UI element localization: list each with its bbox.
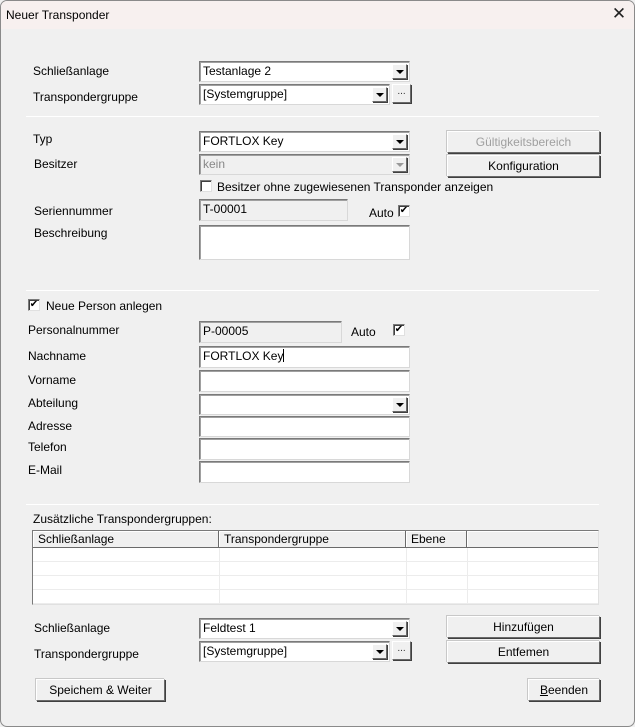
beenden-label: eenden [547,683,589,697]
email-input[interactable] [199,461,410,483]
gueltigkeitsbereich-button[interactable]: Gültigkeitsbereich [447,131,600,153]
title-bar [1,1,634,29]
seriennummer-auto-checkbox[interactable]: ✔ [399,205,409,216]
besitzer-label: Besitzer [34,157,78,171]
personalnummer-label: Personalnummer [28,323,120,337]
besitzer-value: kein [203,157,226,171]
table-row [33,562,598,576]
seriennummer-auto-label: Auto [369,206,394,220]
chevron-down-icon[interactable] [372,87,387,102]
add-schliessanlage-value: Feldtest 1 [203,621,256,635]
table-row [33,590,598,604]
besitzer-select[interactable] [199,154,410,175]
konfiguration-button[interactable]: Konfiguration [447,155,600,177]
typ-value: FORTLOX Key [203,134,284,148]
neue-person-checkbox[interactable]: ✔ [29,299,39,310]
transpondergruppe-browse-button[interactable]: ... [392,84,411,103]
schliessanlage-label: Schließanlage [33,64,110,78]
telefon-label: Telefon [28,440,67,454]
schliessanlage-value: Testanlage 2 [203,64,272,78]
typ-select[interactable] [199,131,410,152]
column-divider [219,548,220,604]
seriennummer-field[interactable] [199,199,348,221]
column-divider [406,548,407,604]
column-divider [467,548,468,604]
column-header-transpondergruppe[interactable]: Transpondergruppe [219,531,406,548]
chevron-down-icon[interactable] [392,397,407,412]
table-row [33,576,598,590]
nachname-label: Nachname [28,349,87,363]
add-transpondergruppe-select[interactable] [199,641,390,662]
chevron-down-icon[interactable] [392,621,407,636]
nachname-value: FORTLOX Key [203,349,284,363]
transpondergruppe-value: [Systemgruppe] [203,87,288,101]
schliessanlage-select[interactable] [199,61,410,82]
personalnummer-auto-label: Auto [351,325,376,339]
beschreibung-input[interactable] [199,225,410,260]
additional-groups-heading: Zusätzliche Transpondergruppen: [33,512,212,526]
chevron-down-icon[interactable] [392,64,407,79]
adresse-input[interactable] [199,416,410,437]
seriennummer-label: Seriennummer [34,204,113,218]
beschreibung-label: Beschreibung [34,226,108,240]
additional-groups-table[interactable] [32,530,599,605]
typ-label: Typ [33,132,53,146]
besitzer-ohne-checkbox[interactable] [200,180,212,192]
beenden-accelerator: B [539,683,548,697]
nachname-input[interactable] [199,346,410,368]
telefon-input[interactable] [199,438,410,460]
vorname-label: Vorname [28,373,77,387]
add-transpondergruppe-label: Transpondergruppe [34,647,139,661]
vorname-input[interactable] [199,370,410,392]
adresse-label: Adresse [28,419,73,433]
transpondergruppe-select[interactable] [199,84,390,105]
hinzufuegen-button[interactable]: Hinzufügen [447,616,600,638]
neue-person-label: Neue Person anlegen [46,299,163,313]
abteilung-select[interactable] [199,394,410,415]
close-icon[interactable]: ✕ [611,4,627,23]
add-schliessanlage-select[interactable] [199,618,410,639]
add-transpondergruppe-value: [Systemgruppe] [203,644,288,658]
window-title: Neuer Transponder [6,8,110,22]
email-label: E-Mail [28,463,63,477]
text-cursor [283,349,284,362]
personalnummer-auto-checkbox[interactable]: ✔ [394,324,404,335]
chevron-down-icon[interactable] [392,134,407,149]
entfernen-button[interactable]: Entfemen [447,641,600,663]
column-header-empty[interactable] [467,531,599,548]
chevron-down-icon [392,157,407,172]
add-transpondergruppe-browse-button[interactable]: ... [392,641,411,660]
column-header-ebene[interactable]: Ebene [406,531,467,548]
abteilung-label: Abteilung [28,396,79,410]
separator [26,290,599,291]
table-row [33,548,598,562]
separator [26,116,599,117]
beenden-button[interactable] [528,679,600,701]
personalnummer-field[interactable] [199,321,342,343]
transpondergruppe-label: Transpondergruppe [33,90,138,104]
besitzer-ohne-label: Besitzer ohne zugewiesenen Transponder anzeigen [217,180,494,194]
chevron-down-icon[interactable] [372,644,387,659]
separator [26,504,599,505]
speichern-weiter-button[interactable]: Speichem & Weiter [36,679,165,701]
seriennummer-value: T-00001 [203,202,248,216]
add-schliessanlage-label: Schließanlage [34,621,111,635]
personalnummer-value: P-00005 [203,324,249,338]
column-header-schliessanlage[interactable]: Schließanlage [33,531,219,548]
